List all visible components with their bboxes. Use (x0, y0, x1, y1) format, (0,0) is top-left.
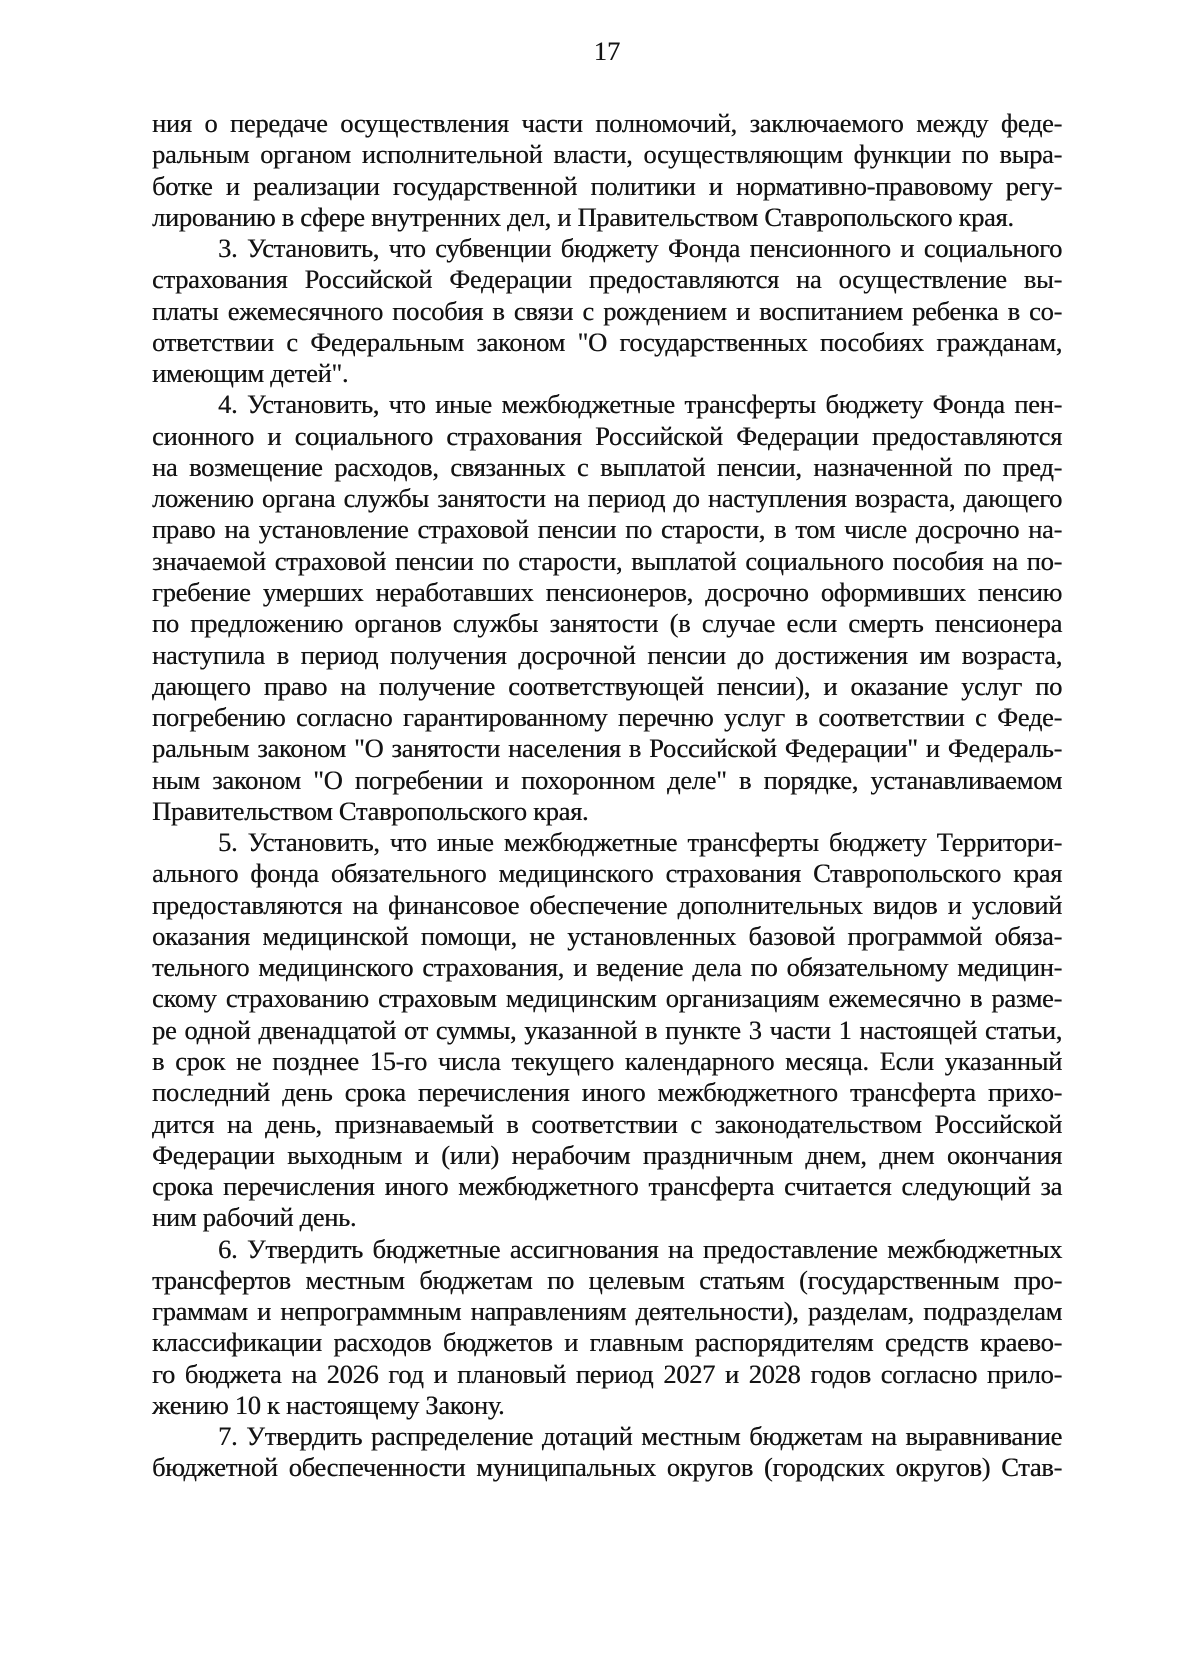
paragraph (152, 1234, 1062, 1422)
paragraph (152, 108, 1062, 233)
text-line: ответствии с Федеральным законом "О государственных пособиях гражданам, (152, 326, 1062, 357)
text-line: ложению органа службы занятости на период до наступления возраста, дающего (152, 483, 1062, 514)
text-line: страхования Российской Федерации предоставляются на осуществление вы- (152, 264, 1062, 295)
text-line: ральным органом исполнительной власти, осуществляющим функции по выра- (152, 139, 1062, 170)
paragraph (152, 233, 1062, 389)
page-number: 17 (593, 36, 621, 66)
text-line: Федерации выходным и (или) нерабочим праздничным днем, днем окончания (152, 1139, 1062, 1170)
text-line: платы ежемесячного пособия в связи с рождением и воспитанием ребенка в со- (152, 295, 1062, 326)
text-line: ным законом "О погребении и похоронном деле" в порядке, устанавливаемом (152, 764, 1062, 795)
paragraph (152, 1421, 1062, 1484)
text-line: наступила в период получения досрочной пенсии до достижения им возраста, (152, 639, 1062, 670)
text-line: последний день срока перечисления иного межбюджетного трансферта прихо- (152, 1077, 1062, 1108)
text-line: гребение умерших неработавших пенсионеров, досрочно оформивших пенсию (152, 576, 1062, 607)
text-line: на возмещение расходов, связанных с выплатой пенсии, назначенной по пред- (152, 451, 1062, 482)
text-line: 4. Установить, что иные межбюджетные трансферты бюджету Фонда пен- (218, 389, 1062, 420)
text-line: жению 10 к настоящему Закону. (152, 1389, 505, 1420)
text-line: оказания медицинской помощи, не установленных базовой программой обяза- (152, 920, 1062, 951)
paragraph (152, 827, 1062, 1233)
text-line: ральным законом "О занятости населения в Российской Федерации" и Федераль- (152, 733, 1062, 764)
text-line: сионного и социального страхования Российской Федерации предоставляются (152, 420, 1062, 451)
text-line: в срок не позднее 15-го числа текущего календарного месяца. Если указанный (152, 1045, 1062, 1076)
text-line: классификации расходов бюджетов и главным распорядителям средств краево- (152, 1327, 1062, 1358)
text-line: имеющим детей". (152, 358, 349, 389)
text-line: право на установление страховой пенсии по старости, в том числе досрочно на- (152, 514, 1062, 545)
text-line: 5. Установить, что иные межбюджетные трансферты бюджету Территори- (218, 827, 1062, 858)
paragraph (152, 389, 1062, 827)
text-line: погребению согласно гарантированному перечню услуг в соответствии с Феде- (152, 702, 1062, 733)
text-line: 6. Утвердить бюджетные ассигнования на предоставление межбюджетных (218, 1233, 1062, 1264)
text-line: предоставляются на финансовое обеспечение дополнительных видов и условий (152, 889, 1062, 920)
text-line: 7. Утвердить распределение дотаций местным бюджетам на выравнивание (218, 1421, 1062, 1452)
text-line: граммам и непрограммным направлениям деятельности), разделам, подразделам (152, 1296, 1062, 1327)
text-line: значаемой страховой пенсии по старости, выплатой социального пособия на по- (152, 545, 1062, 576)
text-line: по предложению органов службы занятости (в случае если смерть пенсионера (152, 608, 1062, 639)
text-line: ального фонда обязательного медицинского страхования Ставропольского края (152, 858, 1062, 889)
text-line: дающего право на получение соответствующей пенсии), и оказание услуг по (152, 670, 1062, 701)
text-line: тельного медицинского страхования, и ведение дела по обязательному медицин- (152, 952, 1062, 983)
text-line: бюджетной обеспеченности муниципальных округов (городских округов) Став- (152, 1452, 1062, 1483)
text-line: ним рабочий день. (152, 1202, 357, 1233)
text-line: го бюджета на 2026 год и плановый период 2027 и 2028 годов согласно прило- (152, 1358, 1062, 1389)
text-line: 3. Установить, что субвенции бюджету Фонда пенсионного и социального (218, 233, 1062, 264)
text-line: срока перечисления иного межбюджетного трансферта считается следующий за (152, 1171, 1062, 1202)
text-line: ре одной двенадцатой от суммы, указанной в пункте 3 части 1 настоящей статьи, (152, 1014, 1062, 1045)
text-line: лированию в сфере внутренних дел, и Правительством Ставропольского края. (152, 201, 1014, 232)
document-body (152, 108, 1062, 1484)
text-line: ния о передаче осуществления части полномочий, заключаемого между феде- (152, 108, 1062, 138)
text-line: трансфертов местным бюджетам по целевым статьям (государственным про- (152, 1264, 1062, 1295)
text-line: ботке и реализации государственной политики и нормативно-правовому регу- (152, 170, 1062, 201)
text-line: скому страхованию страховым медицинским организациям ежемесячно в разме- (152, 983, 1062, 1014)
text-line: дится на день, признаваемый в соответствии с законодательством Российской (152, 1108, 1062, 1139)
text-line: Правительством Ставропольского края. (152, 795, 589, 826)
